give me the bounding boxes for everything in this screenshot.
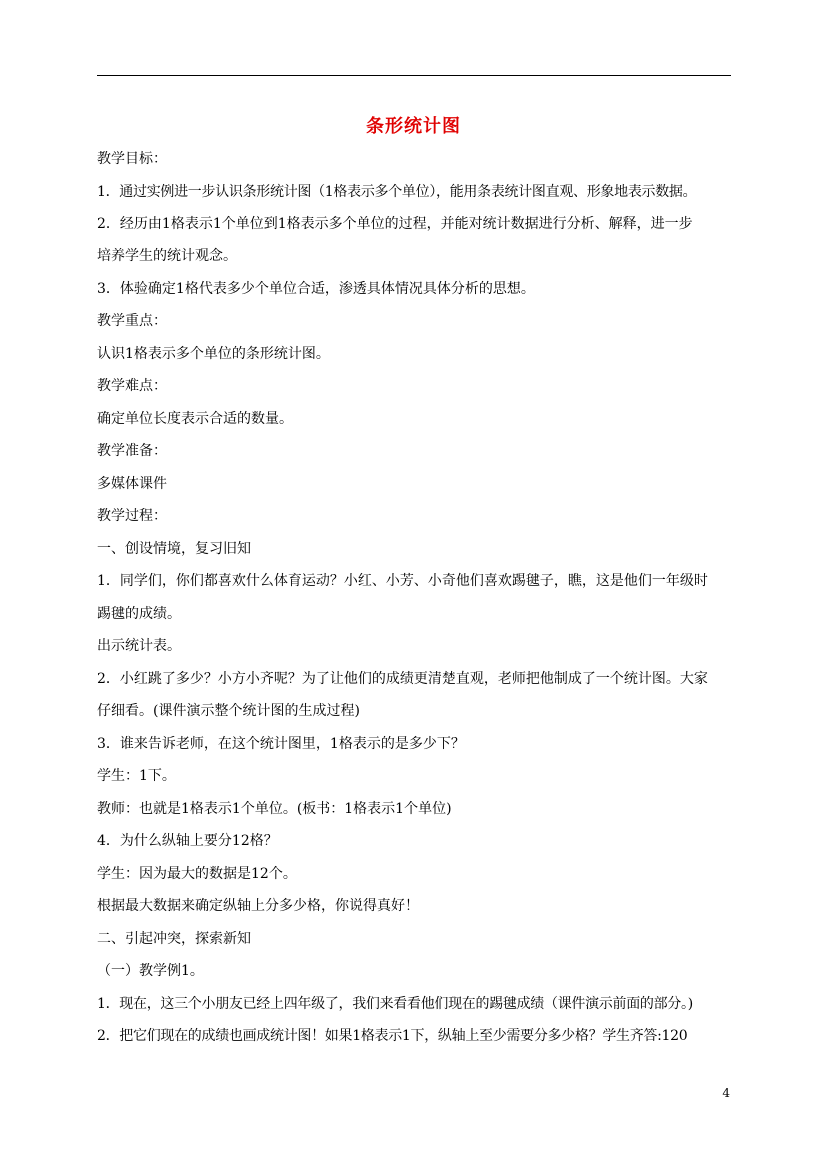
section-heading-key-points: 教学重点： [97, 313, 167, 329]
paragraph: 4．为什么纵轴上要分12格？ [97, 833, 278, 849]
document-title: 条形统计图 [366, 116, 461, 137]
paragraph-continuation: 仔细看。(课件演示整个统计图的生成过程) [97, 703, 360, 719]
section-heading-process: 教学过程： [97, 508, 167, 524]
paragraph: 1．同学们，你们都喜欢什么体育运动？小红、小芳、小奇他们喜欢踢毽子，瞧，这是他们一年级时 [97, 573, 708, 589]
section-heading-difficulties: 教学难点： [97, 378, 167, 394]
paragraph: 出示统计表。 [97, 638, 181, 654]
section-heading-objectives: 教学目标： [97, 151, 167, 167]
page-number: 4 [722, 1086, 730, 1100]
paragraph: 2．经历由1格表示1个单位到1格表示多个单位的过程，并能对统计数据进行分析、解释，进一步 [97, 216, 693, 232]
paragraph: 2．小红跳了多少？小方小齐呢？为了让他们的成绩更清楚直观，老师把他制成了一个统计图。大家 [97, 670, 708, 687]
paragraph: 根据最大数据来确定纵轴上分多少格，你说得真好！ [97, 898, 419, 914]
section-heading-preparation: 教学准备： [97, 443, 167, 459]
paragraph: 3．谁来告诉老师，在这个统计图里，1格表示的是多少下？ [97, 735, 465, 752]
paragraph-continuation: 培养学生的统计观念。 [97, 248, 237, 264]
paragraph: 3．体验确定1格代表多少个单位合适，渗透具体情况具体分析的思想。 [97, 280, 535, 297]
subsection-heading: 一、创设情境，复习旧知 [97, 540, 251, 557]
paragraph: （一）教学例1。 [97, 963, 204, 979]
paragraph: 认识1格表示多个单位的条形统计图。 [97, 345, 330, 362]
paragraph-continuation: 踢毽的成绩。 [97, 605, 181, 622]
paragraph: 2．把它们现在的成绩也画成统计图！如果1格表示1下，纵轴上至少需要分多少格？学生齐答:120 [97, 1028, 688, 1044]
paragraph: 学生：1下。 [97, 768, 176, 784]
header-rule [97, 75, 731, 76]
paragraph: 1．现在，这三个小朋友已经上四年级了，我们来看看他们现在的踢毽成绩（课件演示前面的部分。) [97, 995, 693, 1012]
paragraph: 多媒体课件 [97, 475, 167, 492]
document-body [97, 150, 737, 1060]
paragraph: 学生：因为最大的数据是12个。 [97, 865, 297, 882]
paragraph: 1．通过实例进一步认识条形统计图（1格表示多个单位），能用条表统计图直观、形象地表示数据。 [97, 183, 697, 200]
paragraph: 教师：也就是1格表示1个单位。(板书：1格表示1个单位) [97, 800, 452, 817]
subsection-heading: 二、引起冲突，探索新知 [97, 930, 251, 947]
paragraph: 确定单位长度表示合适的数量。 [97, 410, 293, 427]
